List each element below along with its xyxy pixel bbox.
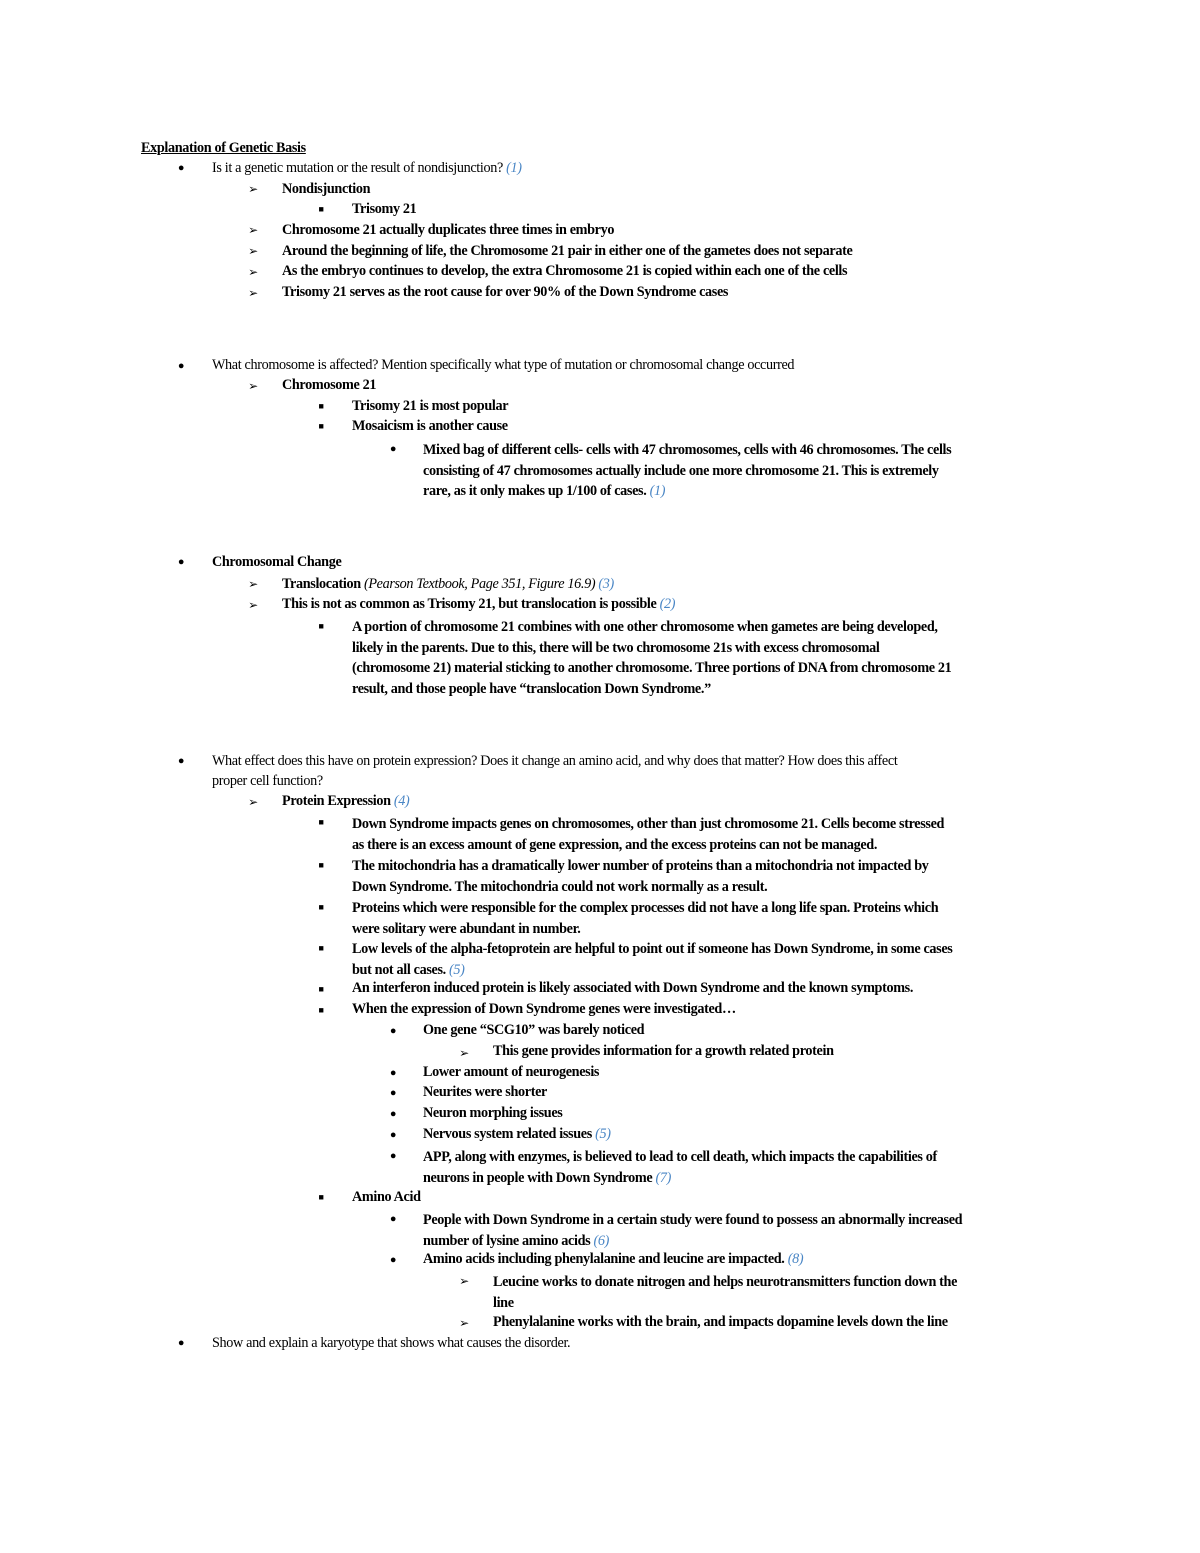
list-item: Trisomy 21 is most popular xyxy=(352,398,509,414)
arrow-bullet: ➢ xyxy=(459,1046,469,1060)
list-item: Trisomy 21 xyxy=(352,201,417,217)
list-item: Amino acids including phenylalanine and leucine are impacted. (8) xyxy=(423,1251,804,1267)
list-item: Nervous system related issues (5) xyxy=(423,1126,611,1142)
disc-bullet: ● xyxy=(389,1025,397,1037)
question-genetic-mutation: Is it a genetic mutation or the result of nondisjunction? (1) xyxy=(212,160,522,176)
list-item: Around the beginning of life, the Chromosome 21 pair in either one of the gametes does not separate xyxy=(282,243,853,259)
disc-bullet: ● xyxy=(389,1108,397,1120)
square-bullet: ■ xyxy=(318,421,324,431)
square-bullet: ■ xyxy=(318,1192,324,1202)
arrow-bullet: ➢ xyxy=(248,379,258,393)
list-item-mosaicism: Mixed bag of different cells- cells with 47 chromosomes, cells with 46 chromosomes. The cells consisting of 47 chromosomes actually include one more chromosome 21. This is extremely rare, as it only makes up 1/100 of cases. (1) xyxy=(423,442,952,500)
list-item: One gene “SCG10” was barely noticed xyxy=(423,1022,645,1038)
list-item: The mitochondria has a dramatically lower number of proteins than a mitochondria not impacted by Down Syndrome. The mitochondria could not work normally as a result. xyxy=(352,858,929,895)
citation: (7) xyxy=(655,1169,671,1186)
arrow-bullet: ➢ xyxy=(248,223,258,237)
citation: (6) xyxy=(593,1232,610,1249)
square-bullet: ■ xyxy=(318,1005,324,1015)
disc-bullet: ● xyxy=(389,1254,397,1266)
list-item: Neurites were shorter xyxy=(423,1084,547,1100)
square-bullet: ■ xyxy=(318,621,324,631)
citation: (3) xyxy=(598,576,614,592)
list-item: Mosaicism is another cause xyxy=(352,418,508,434)
square-bullet: ■ xyxy=(318,984,324,994)
list-item: Chromosome 21 actually duplicates three times in embryo xyxy=(282,222,615,238)
arrow-bullet: ➢ xyxy=(248,182,258,196)
list-item: This gene provides information for a growth related protein xyxy=(493,1043,834,1059)
disc-bullet: ● xyxy=(177,755,185,767)
list-item: Neuron morphing issues xyxy=(423,1105,563,1121)
list-item: Proteins which were responsible for the complex processes did not have a long life span. Proteins which were solitary were abundant in number. xyxy=(352,900,939,937)
arrow-bullet: ➢ xyxy=(459,1274,469,1288)
citation: (5) xyxy=(595,1126,611,1142)
citation: (2) xyxy=(659,596,676,612)
citation: (4) xyxy=(393,793,410,809)
list-item-translocation: Translocation (Pearson Textbook, Page 351, Figure 16.9) (3) xyxy=(282,576,614,592)
section-heading: Explanation of Genetic Basis xyxy=(141,140,306,156)
list-item: As the embryo continues to develop, the extra Chromosome 21 is copied within each one of the cells xyxy=(282,263,848,279)
arrow-bullet: ➢ xyxy=(248,244,258,258)
arrow-bullet: ➢ xyxy=(459,1316,469,1330)
list-item: Lower amount of neurogenesis xyxy=(423,1064,600,1080)
square-bullet: ■ xyxy=(318,204,324,214)
citation: (5) xyxy=(449,961,465,978)
list-item: Low levels of the alpha-fetoprotein are helpful to point out if someone has Down Syndrome, in some cases but not all cases. (5) xyxy=(352,941,953,978)
square-bullet: ■ xyxy=(318,860,324,870)
list-item: People with Down Syndrome in a certain study were found to possess an abnormally increased number of lysine amino acids (6) xyxy=(423,1212,963,1249)
disc-bullet: ● xyxy=(389,1213,397,1225)
textbook-reference: (Pearson Textbook, Page 351, Figure 16.9) xyxy=(363,576,596,592)
list-item: An interferon induced protein is likely associated with Down Syndrome and the known symptoms. xyxy=(352,980,914,996)
disc-bullet: ● xyxy=(177,1337,185,1349)
question-protein-expression: What effect does this have on protein expression? Does it change an amino acid, and why does that matter? How does this affect proper cell function? xyxy=(212,753,898,789)
square-bullet: ■ xyxy=(318,817,324,827)
list-item: Nondisjunction xyxy=(282,181,371,197)
disc-bullet: ● xyxy=(389,1150,397,1162)
disc-bullet: ● xyxy=(389,1087,397,1099)
arrow-bullet: ➢ xyxy=(248,795,258,809)
list-item: This is not as common as Trisomy 21, but translocation is possible (2) xyxy=(282,596,676,612)
list-item: Chromosome 21 xyxy=(282,377,377,393)
disc-bullet: ● xyxy=(389,443,397,455)
list-item: Amino Acid xyxy=(352,1189,421,1205)
citation: (1) xyxy=(506,160,522,176)
list-item-translocation-detail: A portion of chromosome 21 combines with one other chromosome when gametes are being developed, likely in the parents. Due to this, there will be two chromosome 21s with excess chromosomal (chromosome 21) material sticking to another chromosome. Three portions of DNA from chromosome 21 result, and those people have “translocation Down Syndrome.” xyxy=(352,619,952,698)
arrow-bullet: ➢ xyxy=(248,598,258,612)
disc-bullet: ● xyxy=(177,360,185,372)
list-item: Phenylalanine works with the brain, and impacts dopamine levels down the line xyxy=(493,1314,948,1330)
list-item: Trisomy 21 serves as the root cause for over 90% of the Down Syndrome cases xyxy=(282,284,729,300)
arrow-bullet: ➢ xyxy=(248,286,258,300)
list-item: Down Syndrome impacts genes on chromosomes, other than just chromosome 21. Cells become stressed as there is an excess amount of gene expression, and the excess proteins can not be managed. xyxy=(352,816,945,853)
square-bullet: ■ xyxy=(318,902,324,912)
disc-bullet: ● xyxy=(177,162,185,174)
square-bullet: ■ xyxy=(318,943,324,953)
disc-bullet: ● xyxy=(389,1067,397,1079)
list-item: Protein Expression (4) xyxy=(282,793,410,809)
question-chromosome-affected: What chromosome is affected? Mention specifically what type of mutation or chromosomal change occurred xyxy=(212,357,795,373)
list-item: When the expression of Down Syndrome genes were investigated… xyxy=(352,1001,736,1017)
citation: (1) xyxy=(649,483,666,500)
disc-bullet: ● xyxy=(177,556,185,568)
question-karyotype: Show and explain a karyotype that shows what causes the disorder. xyxy=(212,1335,571,1351)
list-item: APP, along with enzymes, is believed to lead to cell death, which impacts the capabilities of neurons in people with Down Syndrome (7) xyxy=(423,1149,937,1186)
arrow-bullet: ➢ xyxy=(248,577,258,591)
citation: (8) xyxy=(787,1251,804,1267)
disc-bullet: ● xyxy=(389,1129,397,1141)
chromosomal-change-title: Chromosomal Change xyxy=(212,554,342,570)
square-bullet: ■ xyxy=(318,401,324,411)
list-item: Leucine works to donate nitrogen and helps neurotransmitters function down the line xyxy=(493,1274,958,1311)
arrow-bullet: ➢ xyxy=(248,265,258,279)
